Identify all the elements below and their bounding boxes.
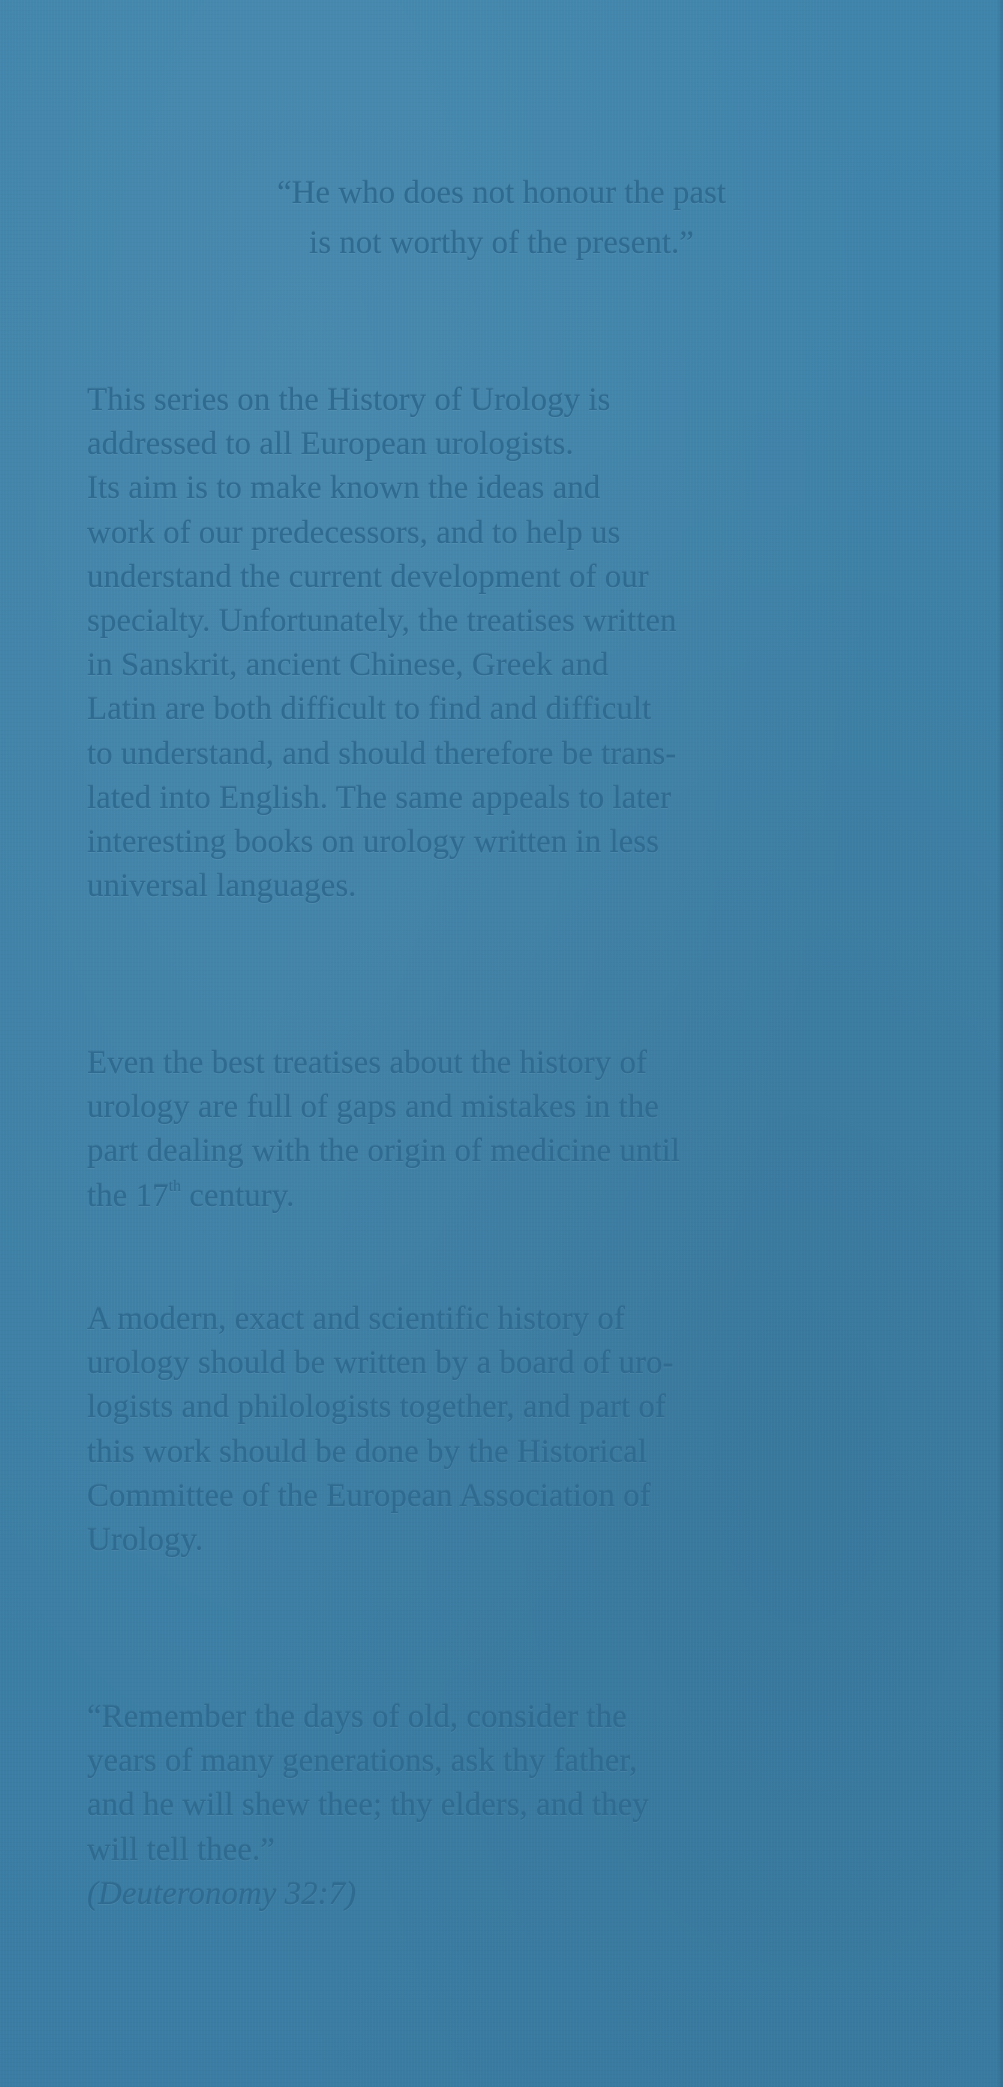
paragraph-line: work of our predecessors, and to help us	[87, 514, 621, 551]
closing-quote	[87, 1695, 927, 1916]
epigraph-quote	[0, 168, 1003, 268]
quote-line: years of many generations, ask thy father,	[87, 1743, 638, 1780]
epigraph-line: “He who does not honour the past	[276, 175, 727, 211]
quote-citation: (Deuteronomy 32:7)	[87, 1875, 357, 1912]
paragraph-line: in Sanskrit, ancient Chinese, Greek and	[87, 647, 609, 684]
paragraph-line: addressed to all European urologists.	[87, 426, 574, 463]
paragraph-line: to understand, and should therefore be trans-	[87, 735, 677, 772]
paragraph-line: interesting books on urology written in less	[87, 824, 659, 861]
century-text-end: century.	[181, 1177, 295, 1214]
ordinal-superscript: th	[168, 1177, 182, 1195]
paragraph-line: urology are full of gaps and mistakes in the	[87, 1089, 659, 1126]
century-text: the 17	[87, 1177, 169, 1214]
paragraph-line: Latin are both difficult to find and difficult	[87, 691, 652, 728]
paragraph-line: lated into English. The same appeals to later	[87, 779, 672, 816]
paragraph-line: urology should be written by a board of uro-	[87, 1345, 674, 1382]
paragraph-line: This series on the History of Urology is	[87, 382, 611, 418]
paragraph-line: Its aim is to make known the ideas and	[87, 470, 601, 507]
paragraph-line: specialty. Unfortunately, the treatises written	[87, 603, 677, 640]
page-edge-shadow	[997, 0, 1003, 2087]
paragraph-line	[87, 1174, 927, 1218]
epigraph-line: is not worthy of the present.”	[309, 225, 694, 261]
paragraph-line: Even the best treatises about the history of	[87, 1045, 647, 1081]
paragraph-line: part dealing with the origin of medicine until	[87, 1133, 680, 1170]
quote-line: “Remember the days of old, consider the	[87, 1699, 627, 1735]
quote-line: and he will shew thee; thy elders, and they	[87, 1787, 649, 1824]
scientific-history-paragraph	[87, 1297, 927, 1562]
paragraph-line: Committee of the European Association of	[87, 1477, 651, 1514]
series-description-paragraph	[87, 378, 927, 908]
paragraph-line: Urology.	[87, 1522, 204, 1559]
history-gaps-paragraph	[87, 1041, 927, 1218]
quote-line: will tell thee.”	[87, 1831, 275, 1868]
paragraph-line: this work should be done by the Historical	[87, 1433, 648, 1470]
paragraph-line: logists and philologists together, and part of	[87, 1389, 666, 1426]
paragraph-line: universal languages.	[87, 868, 357, 905]
paragraph-line: A modern, exact and scientific history of	[87, 1301, 625, 1337]
paragraph-line: understand the current development of our	[87, 558, 649, 595]
